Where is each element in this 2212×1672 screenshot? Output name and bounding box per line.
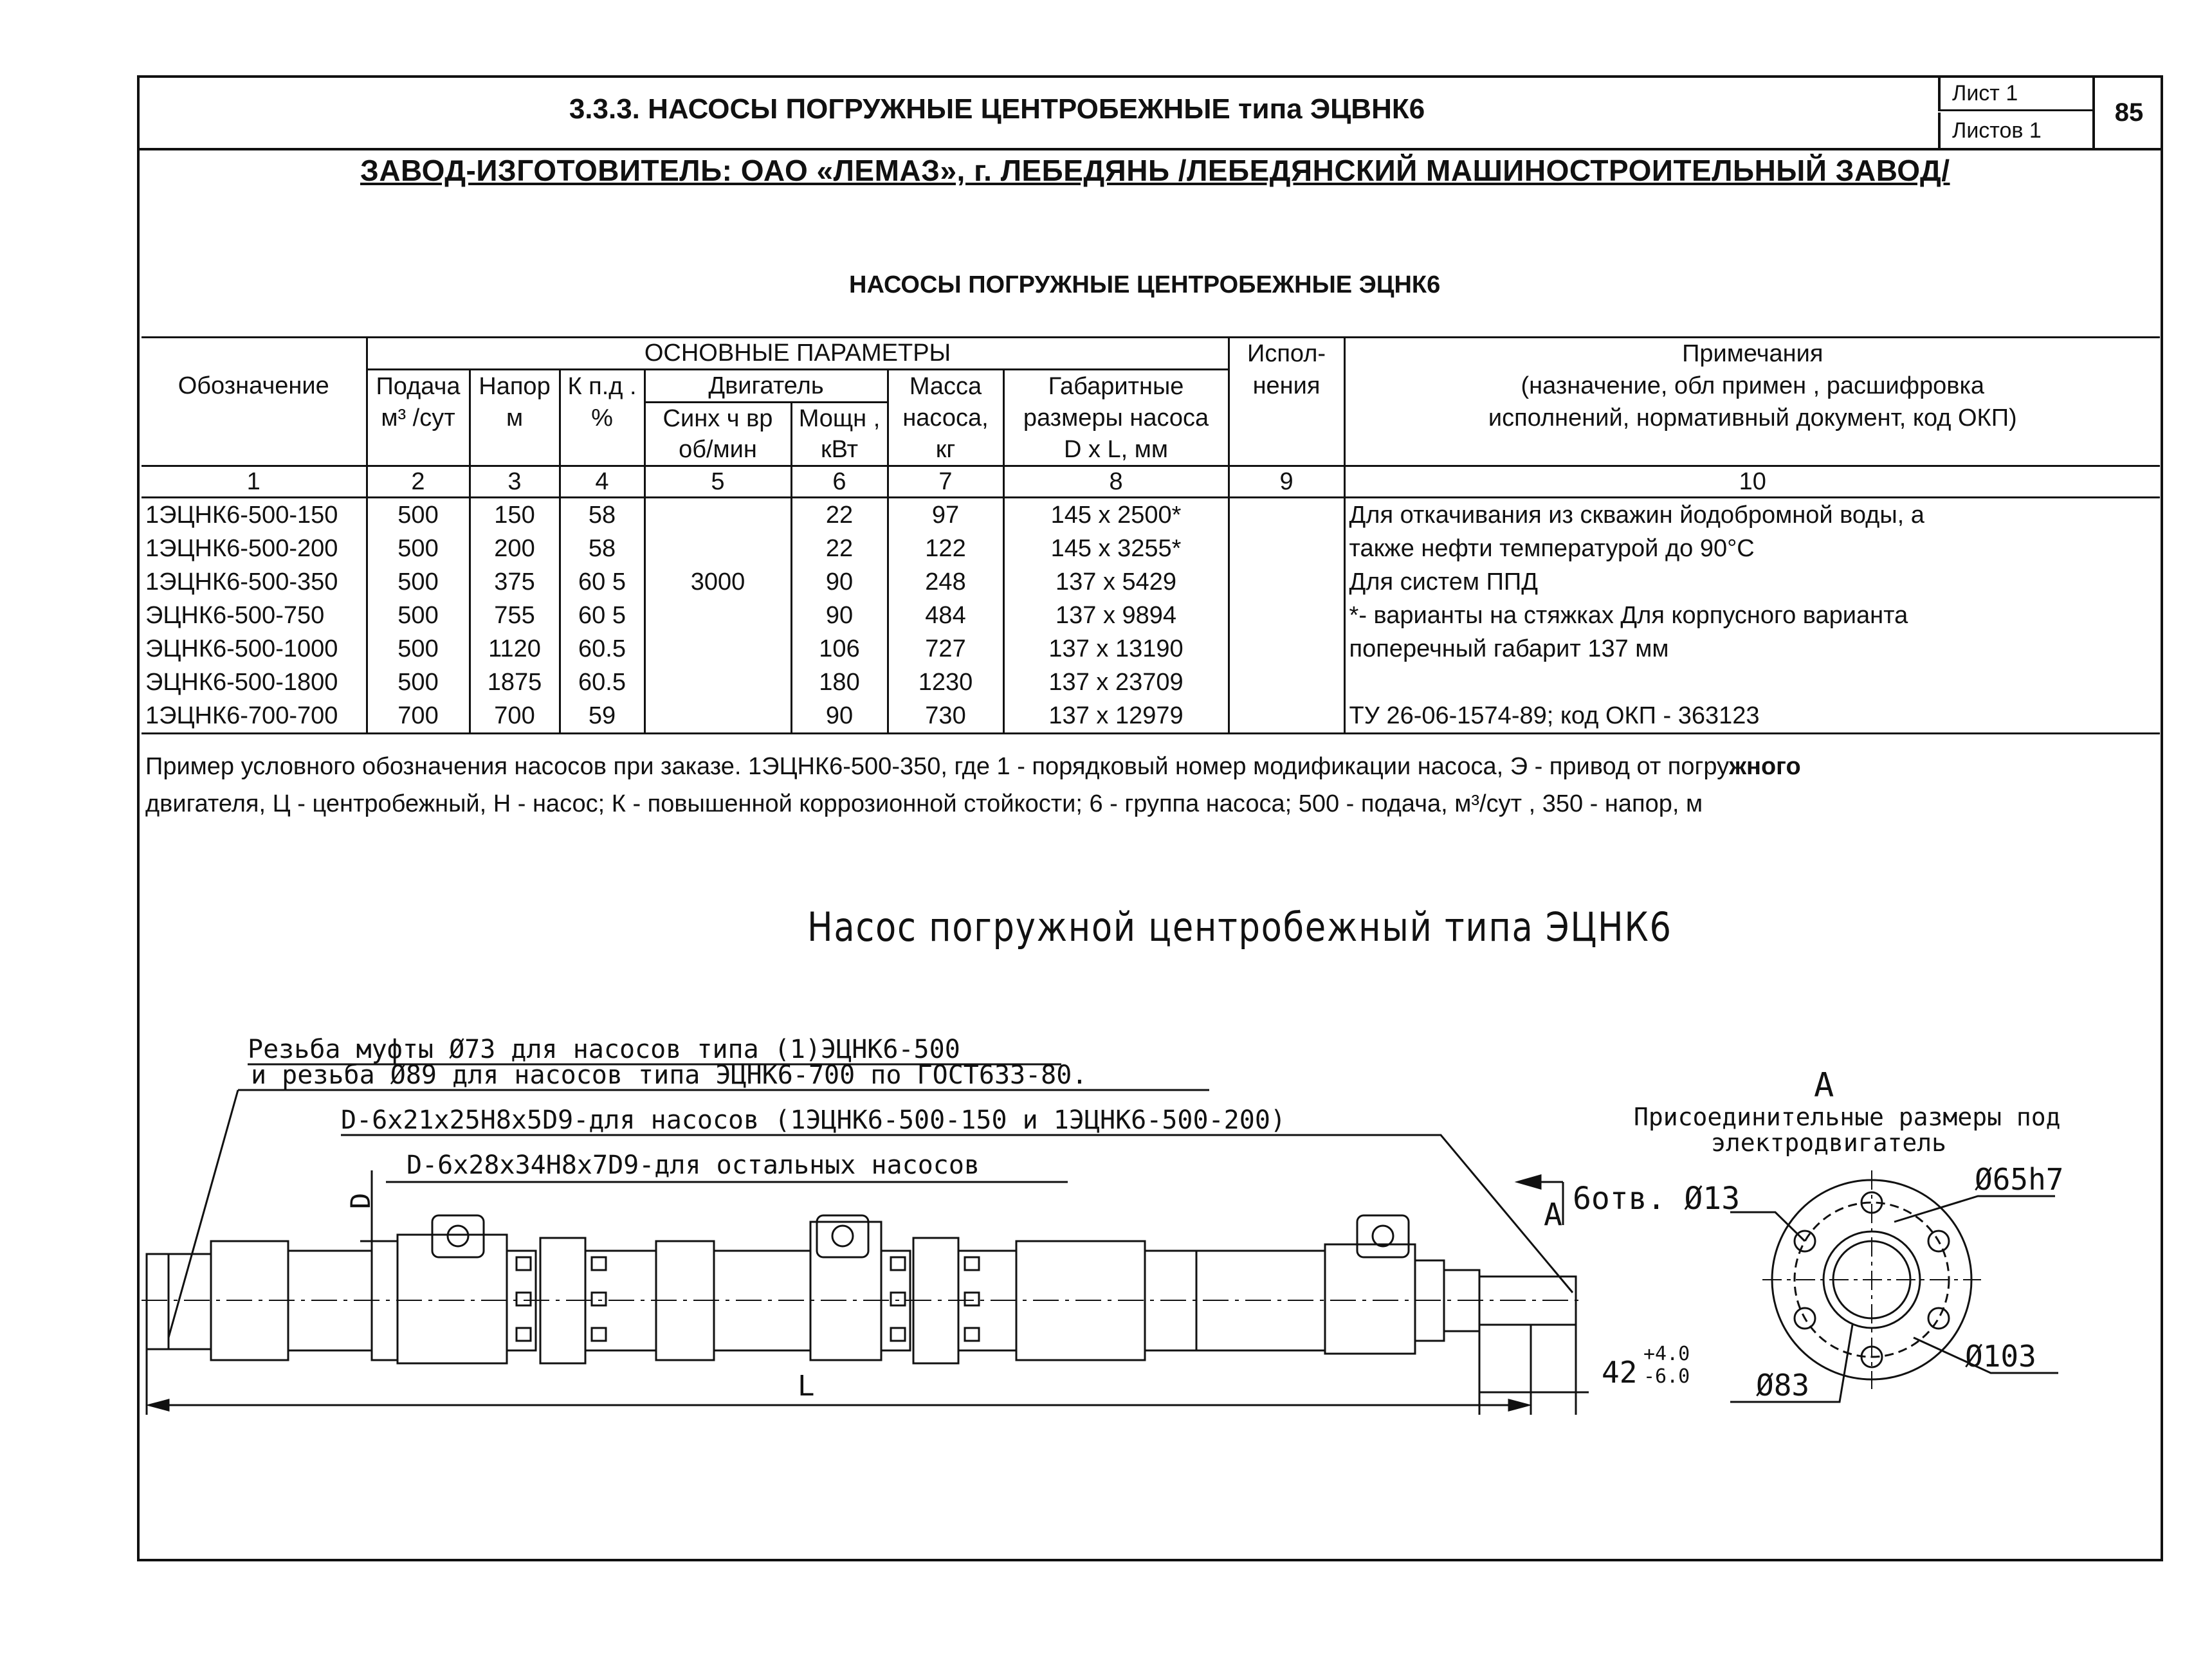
row-speed: 3000 — [644, 565, 791, 599]
column-number: 9 — [1229, 466, 1344, 498]
row-flow: 500 — [367, 498, 470, 532]
row-mass: 484 — [888, 599, 1003, 632]
row-dimensions: 137 x 9894 — [1003, 599, 1229, 632]
row-note: поперечный габарит 137 мм — [1344, 632, 2160, 666]
row-note: *- варианты на стяжках Для корпусного варианта — [1344, 599, 2160, 632]
row-head: 200 — [470, 532, 560, 565]
row-power: 90 — [791, 599, 888, 632]
example-text-b: жного — [1729, 753, 1801, 780]
page-number: 85 — [2092, 75, 2163, 150]
lifting-lug — [1357, 1215, 1409, 1257]
page-title: 3.3.3. НАСОСЫ ПОГРУЖНЫЕ ЦЕНТРОБЕЖНЫЕ типа ЭЦВНК6 — [569, 93, 1425, 125]
header-notes-2: (назначение, обл примен , расшифровка — [1344, 370, 2160, 403]
row-head: 150 — [470, 498, 560, 532]
row-dimensions: 145 x 2500* — [1003, 498, 1229, 532]
header-exec-2: нения — [1229, 370, 1344, 403]
header-speed-unit: об/мин — [644, 434, 791, 466]
row-dimensions: 137 x 5429 — [1003, 565, 1229, 599]
row-designation: ЭЦНК6-500-1800 — [145, 669, 338, 696]
header-designation: Обозначение — [178, 372, 329, 399]
drawing-title: Насос погружной центробежный типа ЭЦНК6 — [807, 904, 1672, 950]
row-flow: 500 — [367, 666, 470, 699]
header-dims-unit: D x L, мм — [1003, 434, 1229, 466]
row-efficiency: 58 — [560, 498, 644, 532]
header-mass-unit: кг — [888, 434, 1003, 466]
header-speed: Синх ч вр — [644, 403, 791, 435]
row-flow: 500 — [367, 632, 470, 666]
header-mass-2: насоса, — [888, 403, 1003, 435]
manufacturer-line: ЗАВОД-ИЗГОТОВИТЕЛЬ: ОАО «ЛЕМАЗ», г. ЛЕБЕДЯНЬ /ЛЕБЕДЯНСКИЙ МАШИНОСТРОИТЕЛЬНЫЙ ЗАВОД/ — [360, 154, 1950, 187]
body-segment — [810, 1222, 881, 1360]
holes-label: 6отв. Ø13 — [1573, 1181, 1741, 1217]
row-mass: 727 — [888, 632, 1003, 666]
row-note: ТУ 26-06-1574-89; код ОКП - 363123 — [1344, 699, 2160, 734]
row-designation: 1ЭЦНК6-500-350 — [145, 568, 338, 595]
note-spline-1: D-6x21x25H8x5D9-для насосов (1ЭЦНК6-500-150 и 1ЭЦНК6-500-200) — [341, 1105, 1286, 1135]
tolerance-upper: +4.0 — [1643, 1343, 1690, 1365]
column-number: 6 — [791, 466, 888, 498]
header-mass: Масса — [888, 370, 1003, 403]
row-mass: 248 — [888, 565, 1003, 599]
header-motor: Двигатель — [644, 370, 888, 403]
row-note: также нефти температурой до 90°С — [1344, 532, 2160, 565]
header-flow: Подача — [367, 370, 470, 403]
example-text-a: Пример условного обозначения насосов при заказе. 1ЭЦНК6-500-350, где 1 - порядковый номер модификации насоса, Э - привод от погру — [145, 753, 1730, 780]
tolerance-lower: -6.0 — [1643, 1365, 1690, 1388]
column-number: 3 — [470, 466, 560, 498]
header-eff-unit: % — [560, 403, 644, 435]
header-eff: К п.д . — [560, 370, 644, 403]
column-number: 10 — [1344, 466, 2160, 498]
header-flow-unit: м³ /сут — [367, 403, 470, 435]
row-designation: 1ЭЦНК6-500-150 — [145, 502, 338, 529]
row-power: 90 — [791, 565, 888, 599]
lifting-lug — [432, 1215, 484, 1257]
row-designation: ЭЦНК6-500-1000 — [145, 635, 338, 662]
example-line-2: двигателя, Ц - центробежный, Н - насос; К - повышенной коррозионной стойкости; 6 - группа насоса; 500 - подача, м³/сут , 350 - напор, м — [145, 790, 1703, 817]
header-exec: Испол- — [1229, 338, 1344, 370]
row-efficiency: 60 5 — [560, 565, 644, 599]
row-efficiency: 60.5 — [560, 666, 644, 699]
column-number: 5 — [644, 466, 791, 498]
header-notes-3: исполнений, нормативный документ, код ОКП) — [1344, 403, 2160, 435]
row-note: Для откачивания из скважин йодобромной воды, а — [1344, 498, 2160, 532]
column-number: 1 — [142, 466, 367, 498]
dia-83-label: Ø83 — [1756, 1368, 1810, 1403]
label-A-arrow: A — [1544, 1197, 1562, 1233]
view-A-caption-2: электродвигатель — [1711, 1129, 1947, 1157]
body-segment — [1325, 1244, 1415, 1354]
row-mass: 1230 — [888, 666, 1003, 699]
row-power: 90 — [791, 699, 888, 734]
row-power: 106 — [791, 632, 888, 666]
dim-42: 42 — [1602, 1355, 1638, 1390]
row-flow: 700 — [367, 699, 470, 734]
header-dims: Габаритные — [1003, 370, 1229, 403]
row-head: 755 — [470, 599, 560, 632]
column-number: 2 — [367, 466, 470, 498]
note-thread-1: Резьба муфты Ø73 для насосов типа (1)ЭЦНК6-500 — [248, 1035, 960, 1064]
row-dimensions: 137 x 13190 — [1003, 632, 1229, 666]
row-power: 180 — [791, 666, 888, 699]
row-power: 22 — [791, 532, 888, 565]
row-mass: 122 — [888, 532, 1003, 565]
row-efficiency: 60 5 — [560, 599, 644, 632]
header-head: Напор — [470, 370, 560, 403]
row-designation: 1ЭЦНК6-500-200 — [145, 535, 338, 562]
row-efficiency: 58 — [560, 532, 644, 565]
row-flow: 500 — [367, 599, 470, 632]
row-dimensions: 145 x 3255* — [1003, 532, 1229, 565]
row-mass: 730 — [888, 699, 1003, 734]
row-flow: 500 — [367, 532, 470, 565]
header-dims-2: размеры насоса — [1003, 403, 1229, 435]
row-flow: 500 — [367, 565, 470, 599]
row-dimensions: 137 x 12979 — [1003, 699, 1229, 734]
row-head: 1120 — [470, 632, 560, 666]
row-note: Для систем ППД — [1344, 565, 2160, 599]
row-head: 1875 — [470, 666, 560, 699]
row-mass: 97 — [888, 498, 1003, 532]
row-designation: ЭЦНК6-500-750 — [145, 602, 325, 629]
header-power-unit: кВт — [791, 434, 888, 466]
header-power: Мощн , — [791, 403, 888, 435]
dia-103-label: Ø103 — [1965, 1339, 2036, 1374]
column-number: 7 — [888, 466, 1003, 498]
label-D: D — [345, 1192, 376, 1209]
label-L: L — [798, 1370, 815, 1403]
body-segment — [398, 1235, 507, 1363]
sheets-total-label: Листов 1 — [1938, 113, 2092, 149]
row-efficiency: 59 — [560, 699, 644, 734]
row-head: 700 — [470, 699, 560, 734]
dia-65-label: Ø65h7 — [1975, 1162, 2064, 1197]
row-power: 22 — [791, 498, 888, 532]
note-spline-2: D-6x28x34H8x7D9-для остальных насосов — [407, 1150, 980, 1180]
sheet-label: Лист 1 — [1938, 75, 2092, 111]
row-efficiency: 60.5 — [560, 632, 644, 666]
header-main-params: ОСНОВНЫЕ ПАРАМЕТРЫ — [367, 338, 1229, 370]
header-notes: Примечания — [1344, 338, 2160, 370]
header-head-unit: м — [470, 403, 560, 435]
table-title: НАСОСЫ ПОГРУЖНЫЕ ЦЕНТРОБЕЖНЫЕ ЭЦНК6 — [849, 271, 1441, 298]
row-dimensions: 137 x 23709 — [1003, 666, 1229, 699]
row-head: 375 — [470, 565, 560, 599]
view-A-title: A — [1814, 1066, 1834, 1105]
note-thread-2: и резьба Ø89 для насосов типа ЭЦНК6-700 по ГОСТ633-80. — [251, 1060, 1088, 1090]
row-designation: 1ЭЦНК6-700-700 — [142, 699, 367, 734]
column-number: 4 — [560, 466, 644, 498]
column-number: 8 — [1003, 466, 1229, 498]
view-A-caption-1: Присоединительные размеры под — [1634, 1103, 2061, 1131]
